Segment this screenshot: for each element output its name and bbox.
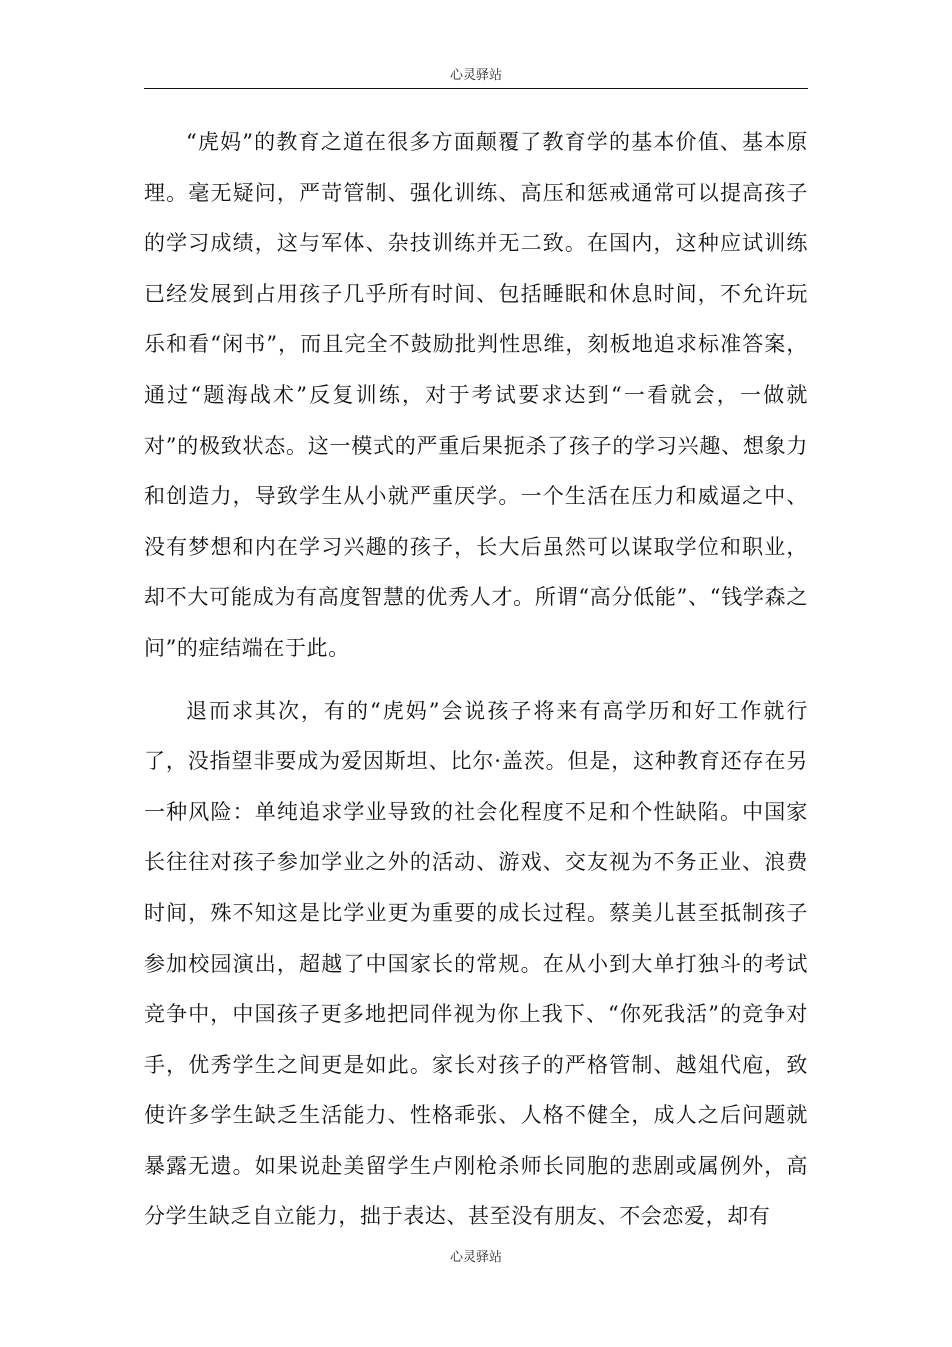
paragraph: “虎妈”的教育之道在很多方面颠覆了教育学的基本价值、基本原理。毫无疑问，严苛管制、强化训练、高压和惩戒通常可以提高孩子的学习成绩，这与军体、杂技训练并无二致。在国内，这种应试训练已经发展到占用孩子几乎所有时间、包括睡眠和休息时间，不允许玩乐和看“闲书”，而且完全不鼓励批判性思维，刻板地追求标准答案，通过“题海战术”反复训练，对于考试要求达到“一看就会，一做就对”的极致状态。这一模式的严重后果扼杀了孩子的学习兴趣、想象力和创造力，导致学生从小就严重厌学。一个生活在压力和威逼之中、没有梦想和内在学习兴趣的孩子，长大后虽然可以谋取学位和职业，却不大可能成为有高度智慧的优秀人才。所谓“高分低能”、“钱学森之问”的症结端在于此。 bbox=[144, 130, 808, 660]
body-text bbox=[144, 117, 808, 1242]
paragraph: 退而求其次，有的“虎妈”会说孩子将来有高学历和好工作就行了，没指望非要成为爱因斯坦、比尔·盖茨。但是，这种教育还存在另一种风险：单纯追求学业导致的社会化程度不足和个性缺陷。中国家长往往对孩子参加学业之外的活动、游戏、交友视为不务正业、浪费时间，殊不知这是比学业更为重要的成长过程。蔡美儿甚至抵制孩子参加校园演出，超越了中国家长的常规。在从小到大单打独斗的考试竞争中，中国孩子更多地把同伴视为你上我下、“你死我活”的竞争对手，优秀学生之间更是如此。家长对孩子的严格管制、越俎代庖，致使许多学生缺乏生活能力、性格乖张、人格不健全，成人之后问题就暴露无遗。如果说赴美留学生卢刚枪杀师长同胞的悲剧或属例外，高分学生缺乏自立能力，拙于表达、甚至没有朋友、不会恋爱，却有 bbox=[144, 698, 808, 1229]
page-header: 心灵驿站 bbox=[449, 68, 502, 83]
header-divider bbox=[144, 88, 808, 89]
page-footer: 心灵驿站 bbox=[449, 1250, 502, 1265]
